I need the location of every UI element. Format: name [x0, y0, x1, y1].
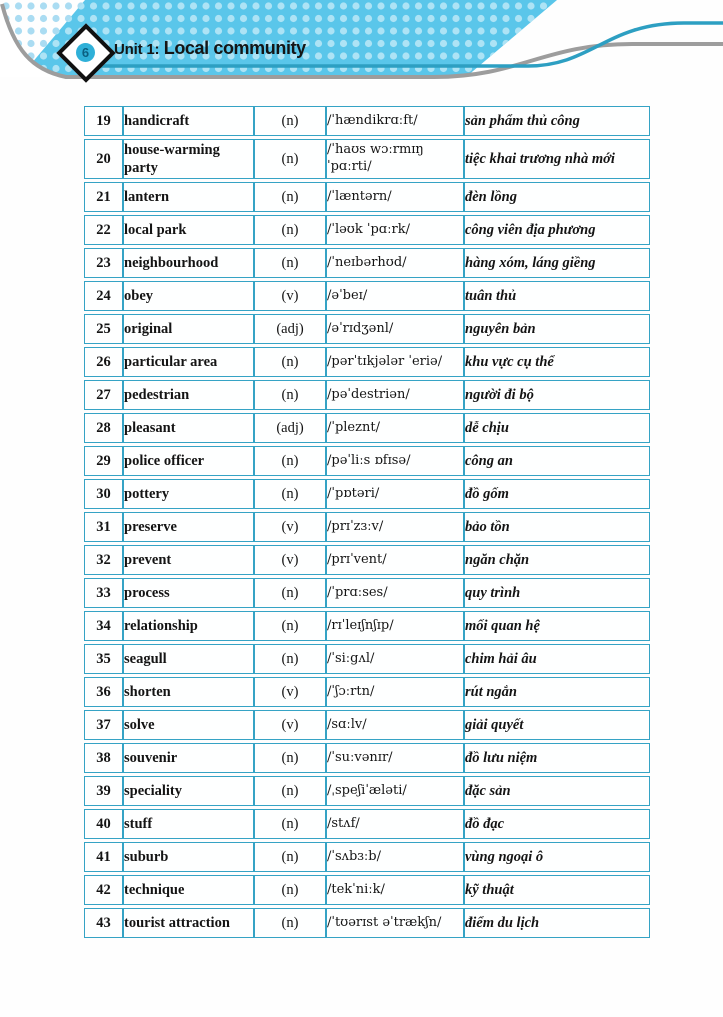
word-cell: process	[123, 578, 254, 608]
row-number-cell: 27	[84, 380, 123, 410]
ipa-cell: /sɑːlv/	[326, 710, 464, 740]
pos-cell: (n)	[254, 809, 326, 839]
ipa-cell: /ˈprɑːses/	[326, 578, 464, 608]
row-number-cell: 33	[84, 578, 123, 608]
word-cell: tourist attraction	[123, 908, 254, 938]
ipa-cell: /ˈhændikrɑːft/	[326, 106, 464, 136]
pos-cell: (n)	[254, 842, 326, 872]
word-cell: pleasant	[123, 413, 254, 443]
vocab-row	[84, 809, 650, 839]
ipa-cell: /ˈsiːgʌl/	[326, 644, 464, 674]
meaning-cell: đặc sản	[464, 776, 650, 806]
pos-cell: (n)	[254, 215, 326, 245]
pos-cell: (n)	[254, 347, 326, 377]
row-number-cell: 34	[84, 611, 123, 641]
ipa-cell: /əˈrɪdʒənl/	[326, 314, 464, 344]
meaning-cell: đèn lồng	[464, 182, 650, 212]
row-number-cell: 21	[84, 182, 123, 212]
vocabulary-table-body	[84, 106, 650, 938]
ipa-cell: /ˈhaʊs wɔːrmɪŋ ˈpɑːrti/	[326, 139, 464, 179]
unit-heading	[114, 38, 306, 59]
vocab-row	[84, 248, 650, 278]
vocab-row	[84, 644, 650, 674]
meaning-cell: vùng ngoại ô	[464, 842, 650, 872]
row-number-cell: 22	[84, 215, 123, 245]
pos-cell: (n)	[254, 248, 326, 278]
pos-cell: (n)	[254, 139, 326, 179]
word-cell: obey	[123, 281, 254, 311]
pos-cell: (adj)	[254, 314, 326, 344]
meaning-cell: kỹ thuật	[464, 875, 650, 905]
vocab-row	[84, 380, 650, 410]
ipa-cell: /pərˈtɪkjələr ˈeriə/	[326, 347, 464, 377]
meaning-cell: rút ngắn	[464, 677, 650, 707]
ipa-cell: /ˈpɒtəri/	[326, 479, 464, 509]
pos-cell: (n)	[254, 479, 326, 509]
ipa-cell: /prɪˈzɜːv/	[326, 512, 464, 542]
row-number-cell: 42	[84, 875, 123, 905]
vocab-row	[84, 446, 650, 476]
ipa-cell: /ˈpleznt/	[326, 413, 464, 443]
word-cell: technique	[123, 875, 254, 905]
pos-cell: (n)	[254, 875, 326, 905]
row-number-cell: 30	[84, 479, 123, 509]
word-cell: stuff	[123, 809, 254, 839]
ipa-cell: /ˈneɪbərhʊd/	[326, 248, 464, 278]
ipa-cell: /ˈsʌbɜːb/	[326, 842, 464, 872]
pos-cell: (n)	[254, 644, 326, 674]
row-number-cell: 20	[84, 139, 123, 179]
pos-cell: (n)	[254, 106, 326, 136]
meaning-cell: chim hải âu	[464, 644, 650, 674]
meaning-cell: bảo tồn	[464, 512, 650, 542]
vocab-row	[84, 512, 650, 542]
vocab-row	[84, 281, 650, 311]
word-cell: speciality	[123, 776, 254, 806]
meaning-cell: tiệc khai trương nhà mới	[464, 139, 650, 179]
meaning-cell: đồ gốm	[464, 479, 650, 509]
word-cell: handicraft	[123, 106, 254, 136]
word-cell: preserve	[123, 512, 254, 542]
word-cell: prevent	[123, 545, 254, 575]
meaning-cell: khu vực cụ thể	[464, 347, 650, 377]
row-number-cell: 43	[84, 908, 123, 938]
vocabulary-table	[84, 103, 650, 941]
meaning-cell: đồ đạc	[464, 809, 650, 839]
row-number-cell: 28	[84, 413, 123, 443]
pos-cell: (v)	[254, 710, 326, 740]
pos-cell: (n)	[254, 578, 326, 608]
meaning-cell: quy trình	[464, 578, 650, 608]
meaning-cell: ngăn chặn	[464, 545, 650, 575]
vocab-row	[84, 139, 650, 179]
word-cell: particular area	[123, 347, 254, 377]
ipa-cell: /pəˈliːs ɒfɪsə/	[326, 446, 464, 476]
vocab-row	[84, 413, 650, 443]
word-cell: lantern	[123, 182, 254, 212]
ipa-cell: /ˈləʊk ˈpɑːrk/	[326, 215, 464, 245]
page-number: 6	[81, 45, 90, 60]
word-cell: seagull	[123, 644, 254, 674]
pos-cell: (n)	[254, 776, 326, 806]
word-cell: local park	[123, 215, 254, 245]
vocab-row	[84, 347, 650, 377]
pos-cell: (n)	[254, 908, 326, 938]
row-number-cell: 36	[84, 677, 123, 707]
vocab-row	[84, 106, 650, 136]
meaning-cell: dễ chịu	[464, 413, 650, 443]
pos-cell: (n)	[254, 182, 326, 212]
row-number-cell: 19	[84, 106, 123, 136]
row-number-cell: 32	[84, 545, 123, 575]
word-cell: souvenir	[123, 743, 254, 773]
ipa-cell: /rɪˈleɪʃnʃɪp/	[326, 611, 464, 641]
vocab-row	[84, 677, 650, 707]
vocab-row	[84, 842, 650, 872]
vocab-row	[84, 776, 650, 806]
pos-cell: (n)	[254, 743, 326, 773]
ipa-cell: /ˈtʊərɪst əˈtrækʃn/	[326, 908, 464, 938]
row-number-cell: 24	[84, 281, 123, 311]
unit-label: Unit 1:	[114, 41, 160, 58]
row-number-cell: 25	[84, 314, 123, 344]
word-cell: relationship	[123, 611, 254, 641]
word-cell: solve	[123, 710, 254, 740]
ipa-cell: /ˌspeʃiˈæləti/	[326, 776, 464, 806]
row-number-cell: 29	[84, 446, 123, 476]
word-cell: shorten	[123, 677, 254, 707]
meaning-cell: giải quyết	[464, 710, 650, 740]
meaning-cell: đồ lưu niệm	[464, 743, 650, 773]
ipa-cell: /tekˈniːk/	[326, 875, 464, 905]
vocab-row	[84, 479, 650, 509]
ipa-cell: /ˈsuːvənɪr/	[326, 743, 464, 773]
vocab-row	[84, 611, 650, 641]
row-number-cell: 39	[84, 776, 123, 806]
word-cell: pedestrian	[123, 380, 254, 410]
pos-cell: (adj)	[254, 413, 326, 443]
page-number-badge	[76, 43, 95, 62]
word-cell: neighbourhood	[123, 248, 254, 278]
ipa-cell: /pəˈdestriən/	[326, 380, 464, 410]
meaning-cell: hàng xóm, láng giềng	[464, 248, 650, 278]
ipa-cell: /əˈbeɪ/	[326, 281, 464, 311]
meaning-cell: mối quan hệ	[464, 611, 650, 641]
row-number-cell: 31	[84, 512, 123, 542]
vocab-row	[84, 314, 650, 344]
meaning-cell: công an	[464, 446, 650, 476]
ipa-cell: /prɪˈvent/	[326, 545, 464, 575]
ipa-cell: /ˈlæntərn/	[326, 182, 464, 212]
vocab-row	[84, 743, 650, 773]
row-number-cell: 37	[84, 710, 123, 740]
ipa-cell: /stʌf/	[326, 809, 464, 839]
ipa-cell: /ˈʃɔːrtn/	[326, 677, 464, 707]
row-number-cell: 35	[84, 644, 123, 674]
vocab-row	[84, 908, 650, 938]
vocab-row	[84, 182, 650, 212]
word-cell: house-warming party	[123, 139, 254, 179]
pos-cell: (n)	[254, 611, 326, 641]
vocab-row	[84, 578, 650, 608]
meaning-cell: điểm du lịch	[464, 908, 650, 938]
vocab-row	[84, 875, 650, 905]
page-header	[0, 0, 723, 100]
pos-cell: (v)	[254, 677, 326, 707]
row-number-cell: 41	[84, 842, 123, 872]
meaning-cell: nguyên bản	[464, 314, 650, 344]
row-number-cell: 26	[84, 347, 123, 377]
word-cell: original	[123, 314, 254, 344]
meaning-cell: người đi bộ	[464, 380, 650, 410]
word-cell: pottery	[123, 479, 254, 509]
word-cell: suburb	[123, 842, 254, 872]
pos-cell: (n)	[254, 380, 326, 410]
vocab-row	[84, 215, 650, 245]
pos-cell: (v)	[254, 512, 326, 542]
row-number-cell: 40	[84, 809, 123, 839]
pos-cell: (v)	[254, 281, 326, 311]
row-number-cell: 23	[84, 248, 123, 278]
unit-title: Local community	[163, 38, 306, 58]
vocab-row	[84, 710, 650, 740]
meaning-cell: sản phẩm thủ công	[464, 106, 650, 136]
pos-cell: (n)	[254, 446, 326, 476]
row-number-cell: 38	[84, 743, 123, 773]
meaning-cell: công viên địa phương	[464, 215, 650, 245]
word-cell: police officer	[123, 446, 254, 476]
meaning-cell: tuân thủ	[464, 281, 650, 311]
pos-cell: (v)	[254, 545, 326, 575]
vocab-row	[84, 545, 650, 575]
